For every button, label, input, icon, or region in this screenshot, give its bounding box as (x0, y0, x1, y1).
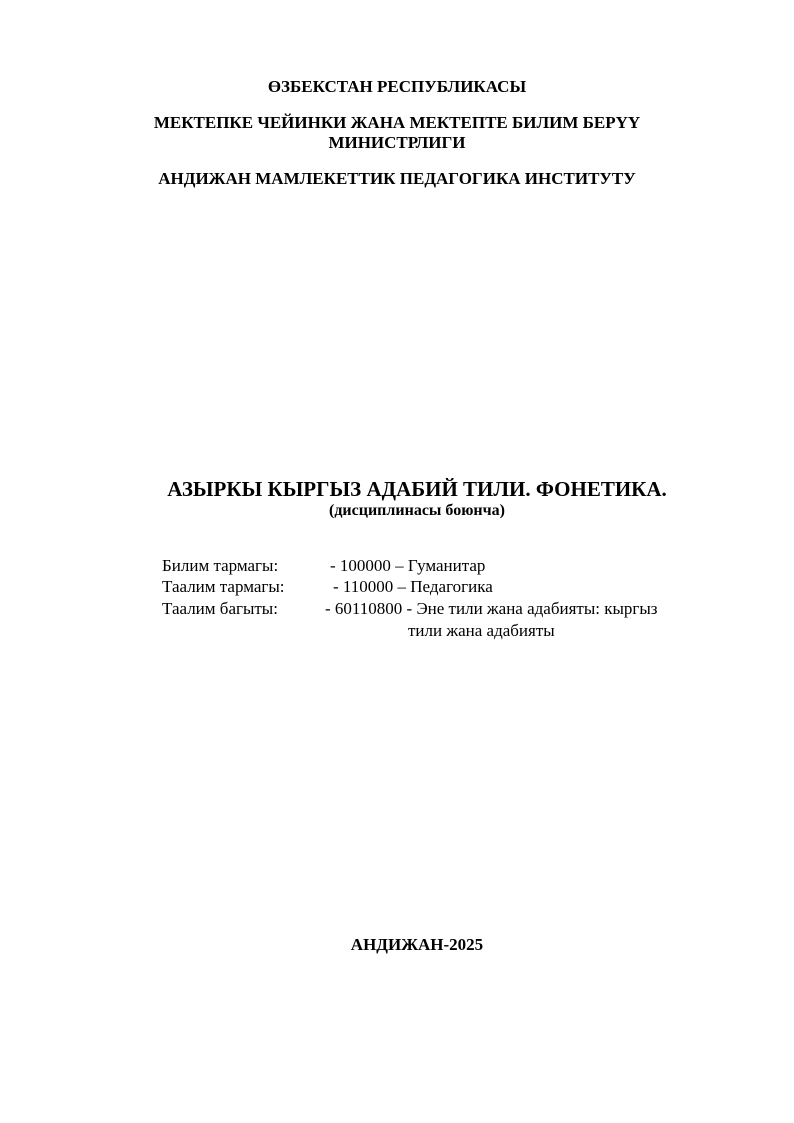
ministry-heading-line1: МЕКТЕПКЕ ЧЕЙИНКИ ЖАНА МЕКТЕПТЕ БИЛИМ БЕРҮҮ (153, 113, 641, 132)
field-value-knowledge-area: - 100000 – Гуманитар (330, 556, 486, 575)
document-title: АЗЫРКЫ КЫРГЫЗ АДАБИЙ ТИЛИ. ФОНЕТИКА. (167, 477, 667, 501)
document-subtitle: (дисциплинасы боюнча) (329, 502, 505, 519)
field-value-education-area: - 110000 – Педагогика (333, 577, 493, 596)
country-heading: ӨЗБЕКСТАН РЕСПУБЛИКАСЫ (267, 77, 527, 96)
field-label-education-direction: Таалим багыты: (162, 599, 278, 618)
field-label-knowledge-area: Билим тармагы: (162, 556, 279, 575)
ministry-heading-line2: МИНИСТРЛИГИ (328, 133, 466, 152)
institute-heading: АНДИЖАН МАМЛЕКЕТТИК ПЕДАГОГИКА ИНСТИТУТУ (158, 169, 636, 188)
field-label-education-area: Таалим тармагы: (162, 577, 285, 596)
field-value-education-direction-cont: тили жана адабияты (408, 621, 555, 640)
place-year-footer: АНДИЖАН-2025 (350, 935, 484, 954)
field-value-education-direction: - 60110800 - Эне тили жана адабияты: кыргыз (325, 599, 658, 618)
